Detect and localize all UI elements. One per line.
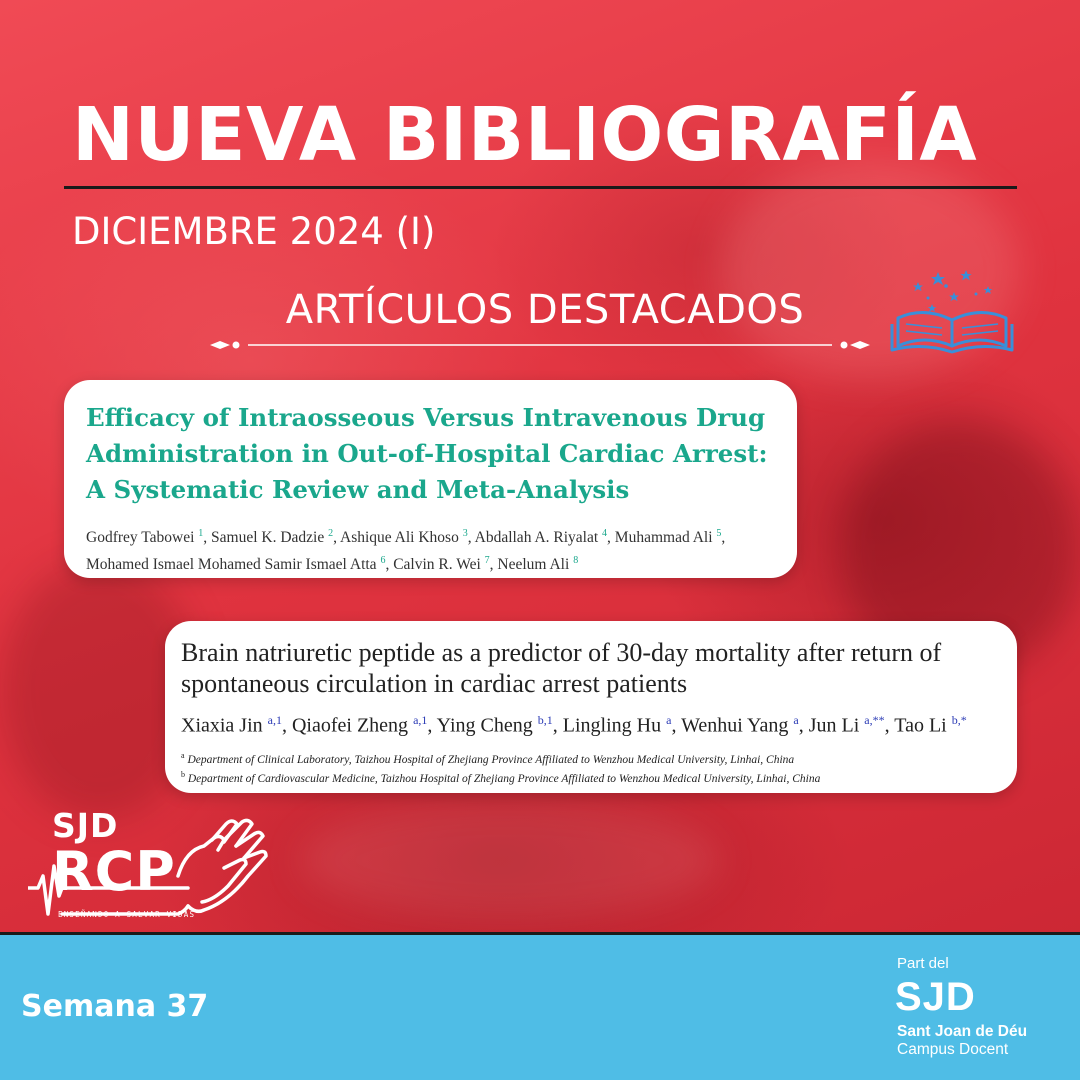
- author-affiliation-mark: 7: [484, 555, 490, 567]
- article-2-affiliations: [181, 748, 1001, 788]
- ornament-divider-icon: [208, 337, 872, 353]
- author-affiliation-mark: 1: [198, 528, 204, 539]
- logo-line-1: SJD: [52, 806, 119, 845]
- author-affiliation-mark: a,1: [267, 713, 282, 727]
- author-name: Neelum Ali: [497, 556, 570, 574]
- article-1-authors-line: Godfrey Tabowei $^1$, Samuel K. Dadzie $^2$, Ashique Ali Khoso $^3$, Abdallah A. Riyalat $^4$, Muhammad Ali $^5$,: [86, 528, 726, 547]
- author-name: Samuel K. Dadzie: [211, 529, 325, 547]
- title-divider: [64, 186, 1017, 189]
- sjd-rcp-logo: [28, 806, 288, 930]
- author-affiliation-mark: 2: [328, 528, 334, 539]
- part-of-label: Part del: [897, 955, 949, 972]
- article-card-1: [64, 380, 797, 578]
- sjd-brand-name: Sant Joan de Déu: [897, 1023, 1028, 1040]
- author-name: Qiaofei Zheng: [291, 714, 409, 737]
- author-name: Jun Li: [808, 714, 860, 737]
- article-1-title-line: Administration in Out-of-Hospital Cardiac Arrest:: [86, 439, 768, 468]
- affiliation-line: [181, 748, 1001, 768]
- author-name: Ying Cheng: [436, 714, 533, 737]
- author-affiliation-mark: a: [666, 713, 672, 727]
- open-book-icon: [888, 268, 1020, 354]
- sjd-brand-logo: SJD: [895, 975, 976, 1019]
- sjd-brand-subtitle: Campus Docent: [897, 1041, 1009, 1058]
- article-card-2: [165, 621, 1017, 793]
- affiliation-text: Department of Cardiovascular Medicine, Taizhou Hospital of Zhejiang Province Affiliated to Wenzhou Medical University, Linhai, China: [187, 773, 821, 786]
- author-affiliation-mark: a,**: [864, 713, 885, 727]
- author-name: Calvin R. Wei: [393, 556, 481, 574]
- affiliation-text: Department of Clinical Laboratory, Taizhou Hospital of Zhejiang Province Affiliated to Wenzhou Medical University, Linhai, China: [187, 753, 795, 766]
- logo-tagline: ENSEÑANDO A SALVAR VIDAS: [58, 910, 196, 919]
- author-affiliation-mark: 4: [602, 528, 608, 539]
- affiliation-mark: a: [181, 750, 185, 760]
- author-affiliation-mark: a,1: [413, 713, 428, 727]
- author-name: Xiaxia Jin: [181, 714, 263, 737]
- author-affiliation-mark: 6: [380, 555, 386, 567]
- section-title: ARTÍCULOS DESTACADOS: [285, 287, 805, 333]
- week-label: Semana 37: [21, 989, 209, 1024]
- background-blur-shape: [300, 800, 720, 920]
- article-2-title-line: spontaneous circulation in cardiac arrest patients: [181, 669, 688, 698]
- affiliation-line: [181, 767, 1001, 787]
- author-name: Wenhui Yang: [681, 714, 789, 737]
- author-affiliation-mark: 5: [716, 528, 722, 539]
- page-subtitle: DICIEMBRE 2024 (I): [72, 210, 436, 253]
- author-name: Muhammad Ali: [614, 529, 713, 547]
- logo-line-2: RCP: [52, 840, 176, 903]
- author-affiliation-mark: 3: [462, 528, 468, 539]
- article-2-authors: Xiaxia Jin $^{a,1}$, Qiaofei Zheng $^{a,1}$, Ying Cheng $^{b,1}$, Lingling Hu $^a$, Wenhui Yang $^a$, Jun Li $^{a,**}$, Tao Li $^{b,*}$: [181, 713, 967, 737]
- author-affiliation-mark: b,*: [951, 713, 967, 727]
- author-name: Ashique Ali Khoso: [340, 529, 459, 547]
- author-name: Abdallah A. Riyalat: [474, 529, 599, 547]
- author-affiliation-mark: a: [793, 713, 799, 727]
- article-1-title-line: A Systematic Review and Meta-Analysis: [86, 475, 630, 504]
- author-affiliation-mark: b,1: [537, 713, 553, 727]
- author-name: Lingling Hu: [562, 714, 662, 737]
- author-affiliation-mark: 8: [573, 555, 579, 567]
- author-name: Mohamed Ismael Mohamed Samir Ismael Atta: [86, 556, 377, 574]
- article-1-title-line: Efficacy of Intraosseous Versus Intravenous Drug: [86, 403, 766, 432]
- article-1-title: [86, 400, 775, 508]
- author-name: Godfrey Tabowei: [86, 529, 195, 547]
- article-1-authors-line: Mohamed Ismael Mohamed Samir Ismael Atta $^6$, Calvin R. Wei $^7$, Neelum Ali $^8$: [86, 555, 579, 574]
- page-title: NUEVA BIBLIOGRAFÍA: [72, 92, 978, 178]
- author-name: Tao Li: [894, 714, 947, 737]
- article-1-authors: [86, 522, 775, 576]
- footer: [0, 935, 1080, 1080]
- article-2-title-line: Brain natriuretic peptide as a predictor of 30-day mortality after return of: [181, 638, 942, 667]
- article-2-title: [181, 637, 1001, 699]
- affiliation-mark: b: [181, 770, 185, 780]
